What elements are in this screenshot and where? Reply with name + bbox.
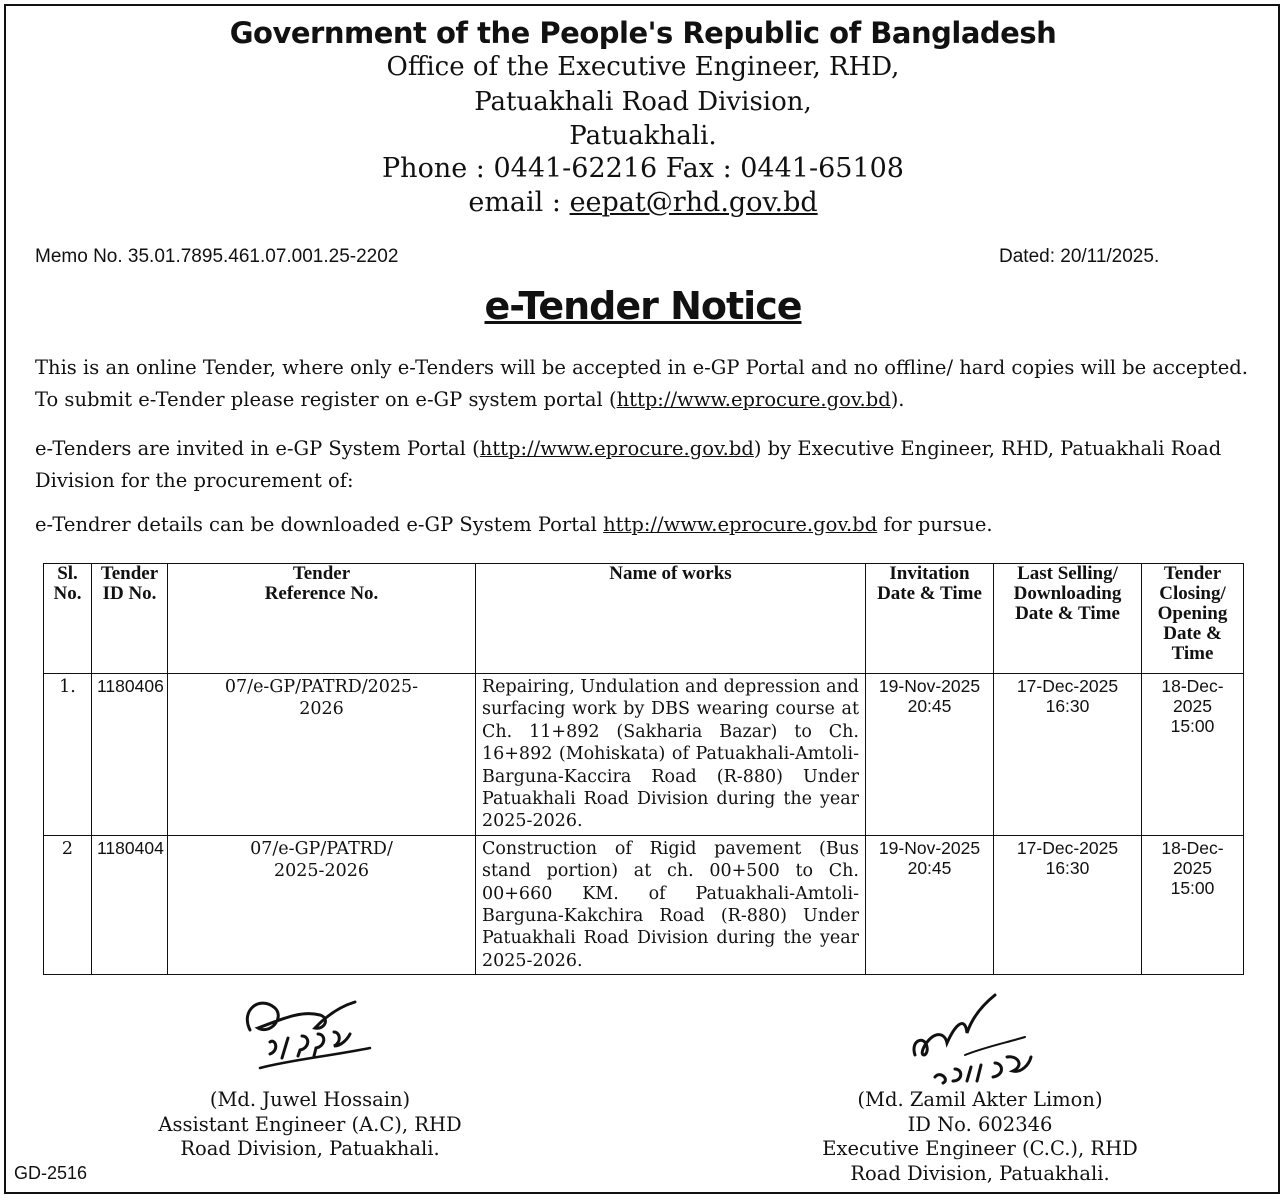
memo-number: Memo No. 35.01.7895.461.07.001.25-2202 bbox=[35, 246, 399, 267]
invitation-text: e-Tenders are invited in e-GP System Portal ( bbox=[35, 437, 480, 460]
signatory-office: Road Division, Patuakhali. bbox=[850, 1161, 1110, 1185]
download-text: e-Tendrer details can be downloaded e-GP System Portal bbox=[35, 513, 604, 536]
eprocure-link[interactable]: http://www.eprocure.gov.bd bbox=[603, 513, 878, 536]
invitation-paragraph bbox=[35, 433, 1270, 497]
col-header-sl: Sl. No. bbox=[44, 564, 92, 674]
cell-tender-id: 1180404 bbox=[92, 835, 168, 974]
col-header-closing: Tender Closing/ Opening Date & Time bbox=[1142, 564, 1244, 674]
col-header-invitation: Invitation Date & Time bbox=[866, 564, 994, 674]
left-signatory bbox=[140, 1088, 480, 1162]
memo-date: Dated: 20/11/2025. bbox=[999, 246, 1160, 267]
signatory-name: (Md. Zamil Akter Limon) bbox=[857, 1088, 1103, 1111]
signatory-designation: Executive Engineer (C.C.), RHD bbox=[822, 1137, 1138, 1160]
signatory-office: Road Division, Patuakhali. bbox=[180, 1137, 440, 1160]
cell-sl: 2 bbox=[44, 835, 92, 974]
cell-closing: 18-Dec-2025 15:00 bbox=[1142, 674, 1244, 836]
cell-last-selling: 17-Dec-2025 16:30 bbox=[994, 674, 1142, 836]
cell-works: Construction of Rigid pavement (Bus stand portion) at ch. 00+500 to Ch. 00+660 KM. of Patuakhali-Amtoli-Barguna-Kakchira Road (R-880) Under Patuakhali Road Division during the year 2025-2026. bbox=[476, 835, 866, 974]
cell-closing: 18-Dec-2025 15:00 bbox=[1142, 835, 1244, 974]
cell-last-selling: 17-Dec-2025 16:30 bbox=[994, 835, 1142, 974]
table-row bbox=[44, 674, 1244, 836]
signatory-designation: Assistant Engineer (A.C), RHD bbox=[158, 1112, 462, 1136]
tender-table bbox=[43, 563, 1244, 975]
cell-reference: 07/e-GP/PATRD/ 2025-2026 bbox=[168, 835, 476, 974]
signatory-name: (Md. Juwel Hossain) bbox=[209, 1088, 411, 1111]
cell-invitation: 19-Nov-2025 20:45 bbox=[866, 835, 994, 974]
footer-code: GD-2516 bbox=[14, 1163, 88, 1183]
email-label: email : bbox=[468, 187, 570, 218]
phone-fax-line: Phone : 0441-62216 Fax : 0441-65108 bbox=[382, 153, 904, 184]
table-header-row bbox=[44, 564, 1244, 674]
intro-text: This is an online Tender, where only e-Tenders will be accepted in e-GP Portal and no offline/ hard copies will be accepted. To submit e-Tender please register on e-GP system portal ( bbox=[35, 356, 1248, 411]
city-name: Patuakhali. bbox=[569, 121, 717, 151]
cell-sl: 1. bbox=[44, 674, 92, 836]
download-paragraph bbox=[35, 509, 1270, 541]
intro-paragraph bbox=[35, 352, 1270, 416]
col-header-works: Name of works bbox=[476, 564, 866, 674]
right-signatory bbox=[800, 1088, 1160, 1186]
email-link[interactable]: eepat@rhd.gov.bd bbox=[569, 187, 818, 218]
intro-text-end: ). bbox=[890, 388, 905, 411]
eprocure-link[interactable]: http://www.eprocure.gov.bd bbox=[479, 437, 754, 460]
government-title: Government of the People's Republic of Bangladesh bbox=[229, 16, 1057, 50]
right-signature-icon bbox=[895, 985, 1065, 1085]
notice-title: e-Tender Notice bbox=[484, 284, 802, 328]
cell-works: Repairing, Undulation and depression and surfacing work by DBS wearing course at Ch. 11+892 (Sakharia Bazar) to Ch. 16+892 (Mohiskata) of Patuakhali-Amtoli-Barguna-Kaccira Road (R-880) Under Patuakhali Road Division during the year 2025-2026. bbox=[476, 674, 866, 836]
col-header-tender-id: Tender ID No. bbox=[92, 564, 168, 674]
left-signature-icon bbox=[230, 990, 400, 1080]
cell-invitation: 19-Nov-2025 20:45 bbox=[866, 674, 994, 836]
eprocure-link[interactable]: http://www.eprocure.gov.bd bbox=[616, 388, 891, 411]
download-text-end: for pursue. bbox=[877, 513, 993, 536]
col-header-reference: Tender Reference No. bbox=[168, 564, 476, 674]
email-line bbox=[0, 187, 1286, 218]
invitation-text-end: ) by Executive Engineer, RHD, Patuakhali Road Division for the procurement of: bbox=[35, 437, 1222, 492]
col-header-last-selling: Last Selling/ Downloading Date & Time bbox=[994, 564, 1142, 674]
division-name: Patuakhali Road Division, bbox=[474, 87, 812, 117]
cell-reference: 07/e-GP/PATRD/2025- 2026 bbox=[168, 674, 476, 836]
signatory-id: ID No. 602346 bbox=[907, 1112, 1053, 1136]
table-row bbox=[44, 835, 1244, 974]
cell-tender-id: 1180406 bbox=[92, 674, 168, 836]
office-name: Office of the Executive Engineer, RHD, bbox=[386, 52, 900, 82]
